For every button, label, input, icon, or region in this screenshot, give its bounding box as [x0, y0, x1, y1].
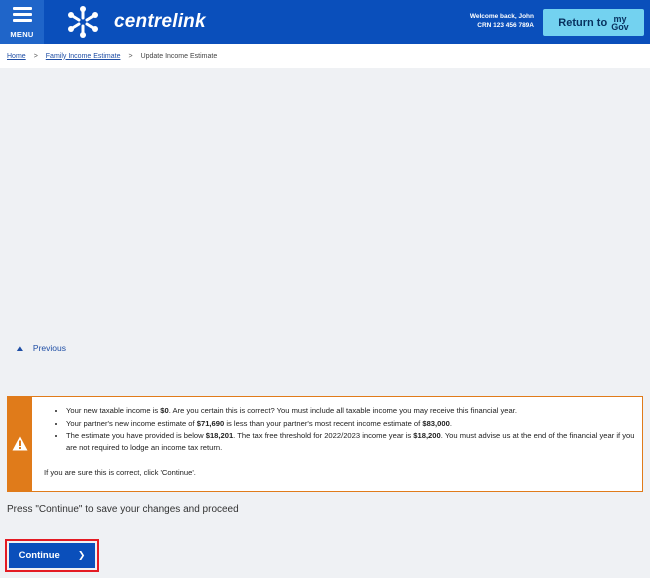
alert-item: • Your partner's new income estimate of $71,690 is less than your partner's most recent income estimate of $83,000.	[66, 418, 636, 430]
proceed-instructions: Press "Continue" to save your changes and proceed	[7, 504, 239, 515]
menu-label: MENU	[10, 30, 34, 39]
alert-item: • The estimate you have provided is below $18,201. The tax free threshold for 2022/2023 income year is $18,200. You must advise us at the end of the financial year if you are not required to lodge an income tax return.	[66, 430, 636, 453]
hamburger-icon	[13, 7, 32, 25]
alert-item: • Your new taxable income is $0. Are you certain this is correct? You must include all taxable income you may receive this financial year.	[66, 405, 636, 417]
return-label: Return to	[558, 16, 608, 29]
warning-alert	[7, 396, 643, 492]
mygov-logo-line2: Gov	[611, 21, 629, 32]
crn-number: CRN 123 456 789A	[477, 22, 534, 29]
return-to-mygov-button[interactable]	[543, 9, 644, 36]
breadcrumb	[0, 44, 650, 68]
continue-label: Continue	[18, 550, 60, 561]
previous-link[interactable]	[16, 343, 66, 353]
header-bar	[0, 0, 650, 44]
breadcrumb-home[interactable]: Home	[7, 52, 26, 60]
alert-closing-text: If you are sure this is correct, click 'Continue'.	[44, 468, 196, 477]
brand-name: centrelink	[114, 11, 206, 32]
warning-icon	[12, 436, 28, 451]
centrelink-logo[interactable]	[66, 5, 206, 39]
menu-button[interactable]	[0, 0, 44, 44]
welcome-message	[470, 12, 534, 30]
breadcrumb-separator: >	[128, 52, 133, 60]
continue-button[interactable]	[9, 543, 95, 568]
mygov-logo-line1: my	[613, 13, 627, 24]
breadcrumb-current: Update Income Estimate	[140, 52, 218, 60]
alert-body	[44, 405, 636, 479]
chevron-right-icon: ❯	[77, 550, 86, 560]
breadcrumb-family-income-estimate[interactable]: Family Income Estimate	[45, 52, 121, 60]
breadcrumb-separator: >	[33, 52, 38, 60]
continue-highlight	[5, 539, 99, 572]
previous-label: Previous	[32, 343, 66, 353]
mygov-logo	[611, 15, 629, 31]
alert-stripe	[8, 397, 32, 491]
chevron-up-icon: ▲	[14, 343, 26, 353]
welcome-name: Welcome back, John	[469, 13, 534, 20]
alert-list	[66, 405, 636, 453]
centrelink-star-icon	[66, 5, 100, 39]
